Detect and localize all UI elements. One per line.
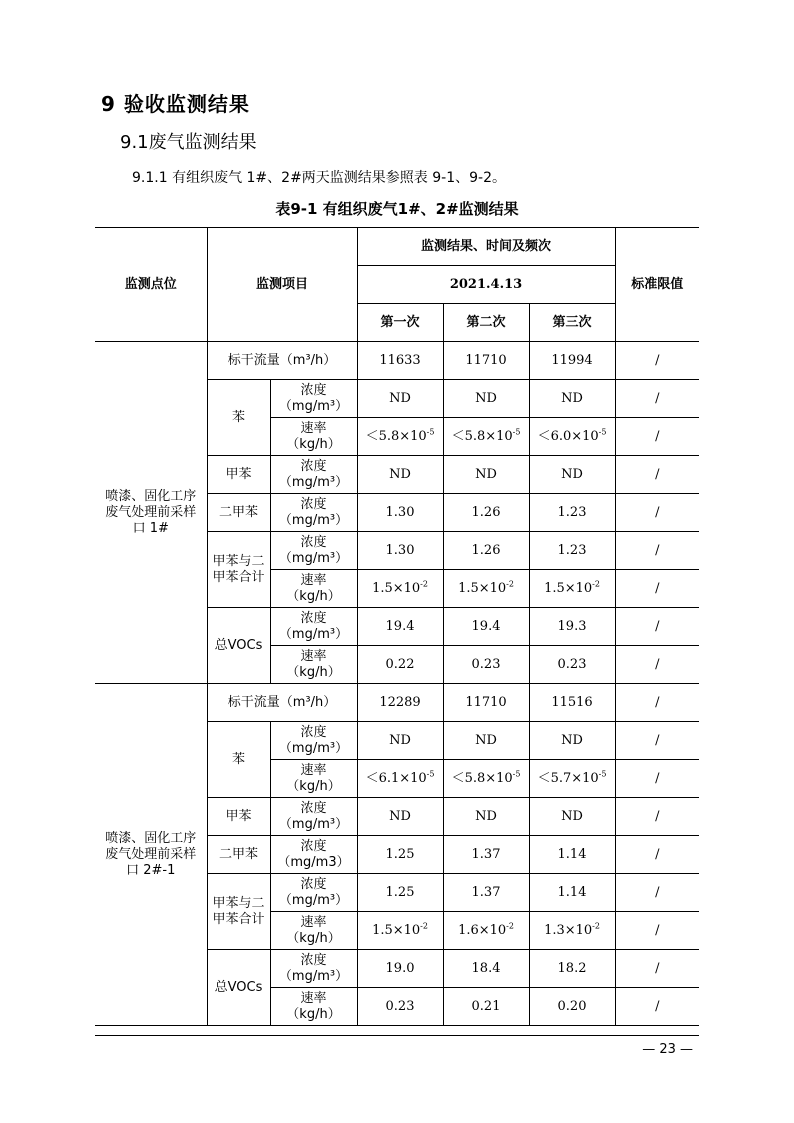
sampling-point: 喷漆、固化工序废气处理前采样口 1# <box>95 342 207 684</box>
limit-value: / <box>615 798 699 836</box>
parameter-label <box>270 988 357 1026</box>
result-value: 11710 <box>443 342 529 380</box>
result-value: ND <box>357 380 443 418</box>
result-value: $1.3\times 10^{-2}$ <box>529 912 615 950</box>
exponent: -5 <box>512 769 521 779</box>
parameter-name: 浓度 <box>300 800 327 816</box>
result-value: 1.30 <box>357 532 443 570</box>
limit-value: / <box>615 494 699 532</box>
parameter-unit: （mg/m³） <box>278 626 349 642</box>
result-value: 1.14 <box>529 874 615 912</box>
result-value: $1.5\times 10^{-2}$ <box>529 570 615 608</box>
monitoring-results-table <box>95 227 699 1026</box>
result-value: 19.0 <box>357 950 443 988</box>
result-value: ND <box>357 798 443 836</box>
parameter-label <box>270 836 357 874</box>
parameter-name: 速率 <box>300 648 327 664</box>
parameter-name: 速率 <box>300 914 327 930</box>
result-value: ND <box>443 456 529 494</box>
parameter-label <box>270 532 357 570</box>
footer-rule <box>95 1035 699 1036</box>
exponent: -5 <box>598 769 607 779</box>
header-run-3: 第三次 <box>529 304 615 342</box>
parameter-unit: （mg/m³） <box>278 816 349 832</box>
pollutant-name: 苯 <box>207 380 270 456</box>
exponent: -2 <box>506 579 514 589</box>
parameter-unit: （kg/h） <box>286 1006 341 1022</box>
sampling-point: 喷漆、固化工序废气处理前采样口 2#-1 <box>95 684 207 1026</box>
result-value: 11994 <box>529 342 615 380</box>
parameter-unit: （kg/h） <box>286 588 341 604</box>
parameter-name: 浓度 <box>300 534 327 550</box>
header-date: 2021.4.13 <box>357 266 615 304</box>
pollutant-name: 总VOCs <box>207 950 270 1026</box>
result-value: 1.26 <box>443 494 529 532</box>
pollutant-name: 甲苯与二甲苯合计 <box>207 532 270 608</box>
result-value: ND <box>529 798 615 836</box>
limit-value: / <box>615 988 699 1026</box>
page-number: — 23 — <box>642 1042 693 1057</box>
flow-label: 标干流量（m³/h） <box>207 684 357 722</box>
exponent: -5 <box>426 427 435 437</box>
parameter-label <box>270 722 357 760</box>
result-value: 19.4 <box>357 608 443 646</box>
parameter-label <box>270 874 357 912</box>
limit-value: / <box>615 380 699 418</box>
parameter-label <box>270 456 357 494</box>
table-row <box>95 684 699 722</box>
parameter-name: 浓度 <box>300 838 327 854</box>
limit-value: / <box>615 456 699 494</box>
result-value: ND <box>357 456 443 494</box>
intro-paragraph: 9.1.1 有组织废气 1#、2#两天监测结果参照表 9-1、9-2。 <box>132 170 506 186</box>
parameter-unit: （mg/m³） <box>278 892 349 908</box>
result-value: 18.4 <box>443 950 529 988</box>
limit-value: / <box>615 646 699 684</box>
parameter-label <box>270 608 357 646</box>
result-value: $<6.0\times 10^{-5}$ <box>529 418 615 456</box>
limit-value: / <box>615 684 699 722</box>
result-value: $<5.7\times 10^{-5}$ <box>529 760 615 798</box>
result-value: 1.30 <box>357 494 443 532</box>
pollutant-name: 苯 <box>207 722 270 798</box>
result-value: 1.37 <box>443 836 529 874</box>
subsection-heading: 9.1废气监测结果 <box>120 132 257 153</box>
parameter-name: 速率 <box>300 572 327 588</box>
parameter-label <box>270 912 357 950</box>
result-value: ND <box>529 380 615 418</box>
table-row <box>95 342 699 380</box>
result-value: 1.25 <box>357 836 443 874</box>
result-value: $1.5\times 10^{-2}$ <box>357 570 443 608</box>
result-value: 11516 <box>529 684 615 722</box>
exponent: -2 <box>592 921 600 931</box>
result-value: 1.26 <box>443 532 529 570</box>
result-value: ND <box>357 722 443 760</box>
parameter-label <box>270 418 357 456</box>
limit-value: / <box>615 418 699 456</box>
parameter-name: 速率 <box>300 990 327 1006</box>
limit-value: / <box>615 874 699 912</box>
result-value: 12289 <box>357 684 443 722</box>
parameter-label <box>270 494 357 532</box>
parameter-name: 浓度 <box>300 496 327 512</box>
result-value: 1.23 <box>529 494 615 532</box>
parameter-label <box>270 760 357 798</box>
limit-value: / <box>615 342 699 380</box>
parameter-name: 浓度 <box>300 382 327 398</box>
exponent: -2 <box>420 579 428 589</box>
result-value: 0.23 <box>529 646 615 684</box>
result-value: 1.25 <box>357 874 443 912</box>
parameter-unit: （kg/h） <box>286 664 341 680</box>
result-value: ND <box>443 380 529 418</box>
parameter-unit: （mg/m³） <box>278 398 349 414</box>
result-value: 1.23 <box>529 532 615 570</box>
parameter-label <box>270 380 357 418</box>
header-point: 监测点位 <box>95 228 207 342</box>
result-value: $<5.8\times 10^{-5}$ <box>443 760 529 798</box>
pollutant-name: 甲苯 <box>207 798 270 836</box>
limit-value: / <box>615 570 699 608</box>
parameter-name: 浓度 <box>300 952 327 968</box>
result-value: 11710 <box>443 684 529 722</box>
limit-value: / <box>615 950 699 988</box>
result-value: 11633 <box>357 342 443 380</box>
result-value: 19.3 <box>529 608 615 646</box>
limit-value: / <box>615 912 699 950</box>
flow-label: 标干流量（m³/h） <box>207 342 357 380</box>
result-value: ND <box>443 798 529 836</box>
result-value: 0.20 <box>529 988 615 1026</box>
header-limit: 标准限值 <box>615 228 699 342</box>
header-results: 监测结果、时间及频次 <box>357 228 615 266</box>
parameter-unit: （mg/m³） <box>278 512 349 528</box>
header-item: 监测项目 <box>207 228 357 342</box>
parameter-unit: （mg/m³） <box>278 968 349 984</box>
parameter-name: 浓度 <box>300 610 327 626</box>
parameter-label <box>270 570 357 608</box>
result-value: 0.23 <box>357 988 443 1026</box>
parameter-unit: （mg/m³） <box>278 550 349 566</box>
result-value: 18.2 <box>529 950 615 988</box>
parameter-label <box>270 798 357 836</box>
exponent: -5 <box>426 769 435 779</box>
parameter-unit: （mg/m3） <box>277 854 350 870</box>
section-heading: 9 验收监测结果 <box>101 92 250 116</box>
header-run-1: 第一次 <box>357 304 443 342</box>
result-value: $1.5\times 10^{-2}$ <box>357 912 443 950</box>
limit-value: / <box>615 760 699 798</box>
parameter-name: 速率 <box>300 762 327 778</box>
parameter-label <box>270 646 357 684</box>
pollutant-name: 二甲苯 <box>207 836 270 874</box>
parameter-unit: （kg/h） <box>286 930 341 946</box>
result-value: 0.21 <box>443 988 529 1026</box>
exponent: -5 <box>512 427 521 437</box>
parameter-name: 速率 <box>300 420 327 436</box>
exponent: -2 <box>506 921 514 931</box>
result-value: 1.37 <box>443 874 529 912</box>
exponent: -5 <box>598 427 607 437</box>
parameter-unit: （kg/h） <box>286 778 341 794</box>
parameter-label <box>270 950 357 988</box>
pollutant-name: 甲苯与二甲苯合计 <box>207 874 270 950</box>
result-value: ND <box>443 722 529 760</box>
pollutant-name: 二甲苯 <box>207 494 270 532</box>
limit-value: / <box>615 836 699 874</box>
result-value: ND <box>529 722 615 760</box>
limit-value: / <box>615 532 699 570</box>
result-value: $1.6\times 10^{-2}$ <box>443 912 529 950</box>
result-value: 0.22 <box>357 646 443 684</box>
parameter-name: 浓度 <box>300 458 327 474</box>
parameter-unit: （kg/h） <box>286 436 341 452</box>
result-value: 1.14 <box>529 836 615 874</box>
parameter-name: 浓度 <box>300 724 327 740</box>
parameter-unit: （mg/m³） <box>278 740 349 756</box>
exponent: -2 <box>420 921 428 931</box>
result-value: $<6.1\times 10^{-5}$ <box>357 760 443 798</box>
result-value: ND <box>529 456 615 494</box>
result-value: 0.23 <box>443 646 529 684</box>
result-value: 19.4 <box>443 608 529 646</box>
pollutant-name: 甲苯 <box>207 456 270 494</box>
table-caption: 表9-1 有组织废气1#、2#监测结果 <box>275 200 519 218</box>
header-run-2: 第二次 <box>443 304 529 342</box>
result-value: $<5.8\times 10^{-5}$ <box>357 418 443 456</box>
limit-value: / <box>615 608 699 646</box>
parameter-name: 浓度 <box>300 876 327 892</box>
result-value: $1.5\times 10^{-2}$ <box>443 570 529 608</box>
pollutant-name: 总VOCs <box>207 608 270 684</box>
exponent: -2 <box>592 579 600 589</box>
result-value: $<5.8\times 10^{-5}$ <box>443 418 529 456</box>
limit-value: / <box>615 722 699 760</box>
parameter-unit: （mg/m³） <box>278 474 349 490</box>
